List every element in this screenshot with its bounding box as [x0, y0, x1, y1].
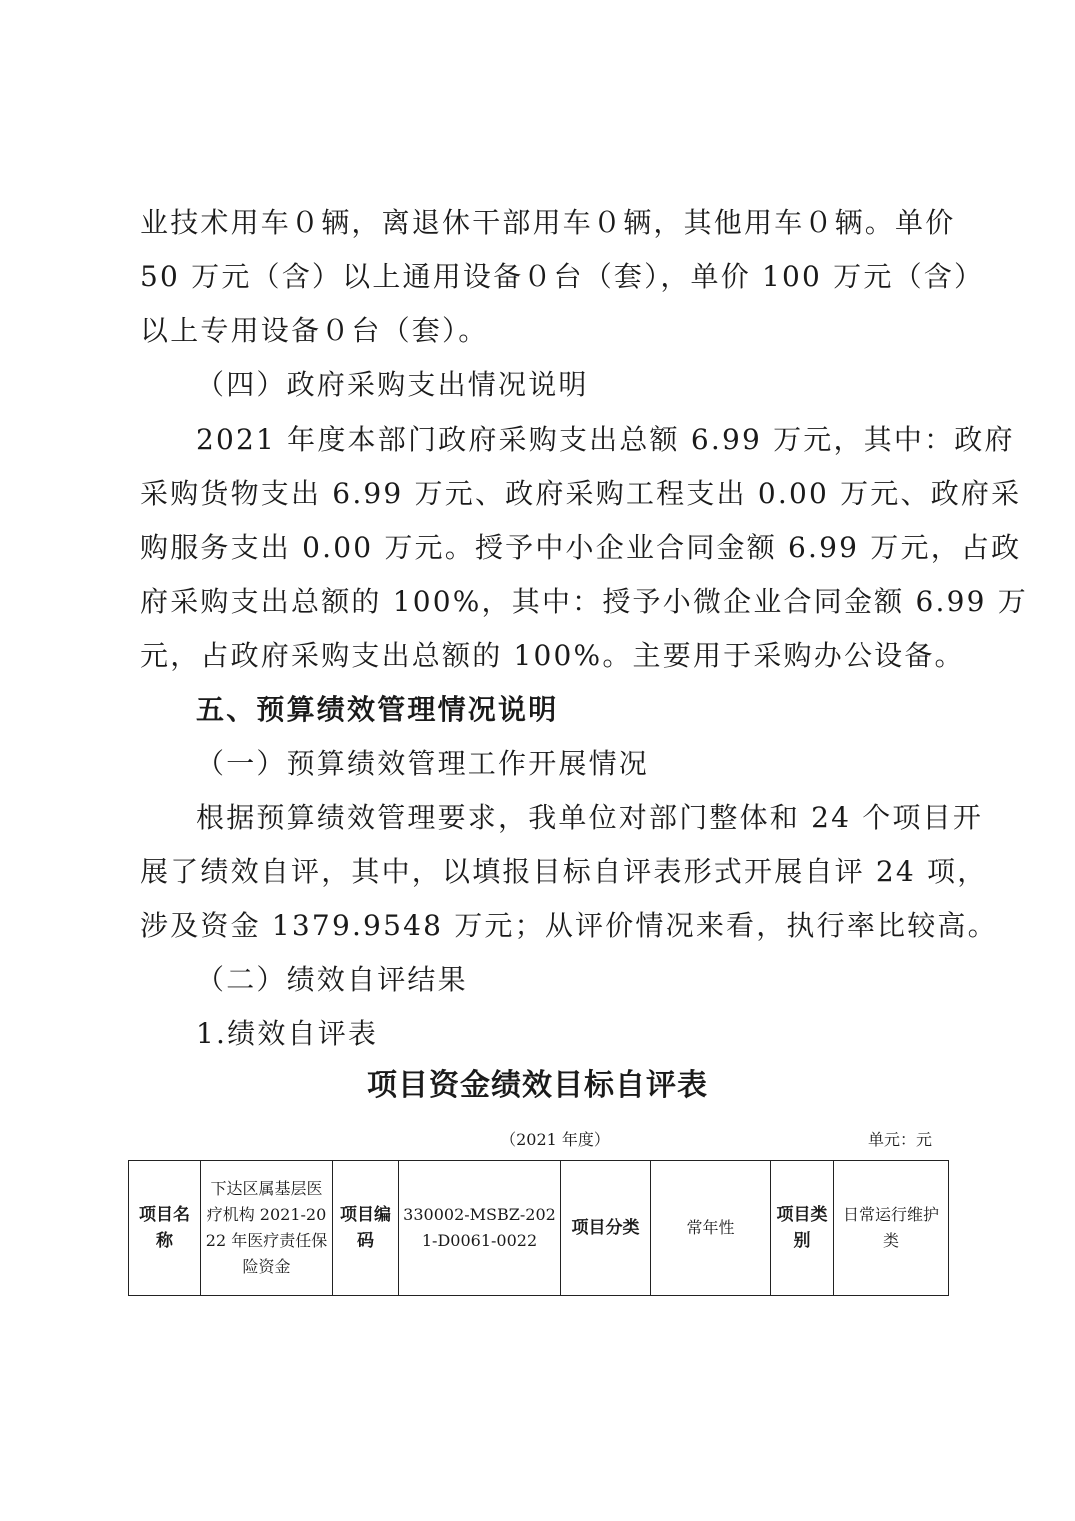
project-type-value: 日常运行维护类	[834, 1161, 949, 1296]
subsection-1-heading: （一）预算绩效管理工作开展情况	[196, 747, 650, 780]
procurement-paragraph-line-2: 采购货物支出 6.99 万元、政府采购工程支出 0.00 万元、政府采	[140, 477, 1022, 510]
subsection-2-heading: （二）绩效自评结果	[196, 963, 468, 996]
vehicle-paragraph-line-3: 以上专用设备０台（套）。	[140, 314, 489, 347]
procurement-paragraph-line-3: 购服务支出 0.00 万元。授予中小企业合同金额 6.99 万元，占政	[140, 531, 1022, 564]
project-class-label: 项目分类	[561, 1161, 651, 1296]
project-name-value: 下达区属基层医疗机构 2021-2022 年医疗责任保险资金	[201, 1161, 333, 1296]
procurement-paragraph-line-1: 2021 年度本部门政府采购支出总额 6.99 万元，其中：政府	[196, 423, 1015, 456]
vehicle-paragraph-line-2: 50 万元（含）以上通用设备０台（套），单价 100 万元（含）	[140, 260, 985, 293]
vehicle-paragraph-line-1: 业技术用车０辆，离退休干部用车０辆，其他用车０辆。单价	[140, 206, 956, 239]
item-1-label: 1.绩效自评表	[196, 1017, 379, 1050]
project-code-label: 项目编码	[333, 1161, 399, 1296]
project-info-table	[128, 1160, 949, 1296]
performance-paragraph-line-3: 涉及资金 1379.9548 万元；从评价情况来看，执行率比较高。	[140, 909, 998, 942]
project-type-label: 项目类别	[771, 1161, 834, 1296]
project-class-value: 常年性	[651, 1161, 771, 1296]
performance-paragraph-line-1: 根据预算绩效管理要求，我单位对部门整体和 24 个项目开	[196, 801, 984, 834]
performance-paragraph-line-2: 展了绩效自评，其中，以填报目标自评表形式开展自评 24 项，	[140, 855, 988, 888]
procurement-paragraph-line-4: 府采购支出总额的 100%，其中：授予小微企业合同金额 6.99 万	[140, 585, 1028, 618]
table-unit: 单元：元	[867, 1130, 932, 1149]
procurement-paragraph-line-5: 元，占政府采购支出总额的 100%。主要用于采购办公设备。	[140, 639, 965, 672]
table-year: （2021 年度）	[500, 1130, 610, 1149]
table-row	[129, 1161, 949, 1296]
section-5-heading: 五、预算绩效管理情况说明	[196, 693, 559, 726]
procurement-heading: （四）政府采购支出情况说明	[196, 368, 589, 401]
project-code-value: 330002-MSBZ-2021-D0061-0022	[399, 1161, 561, 1296]
table-title: 项目资金绩效目标自评表	[367, 1068, 708, 1103]
project-name-label: 项目名称	[129, 1161, 201, 1296]
